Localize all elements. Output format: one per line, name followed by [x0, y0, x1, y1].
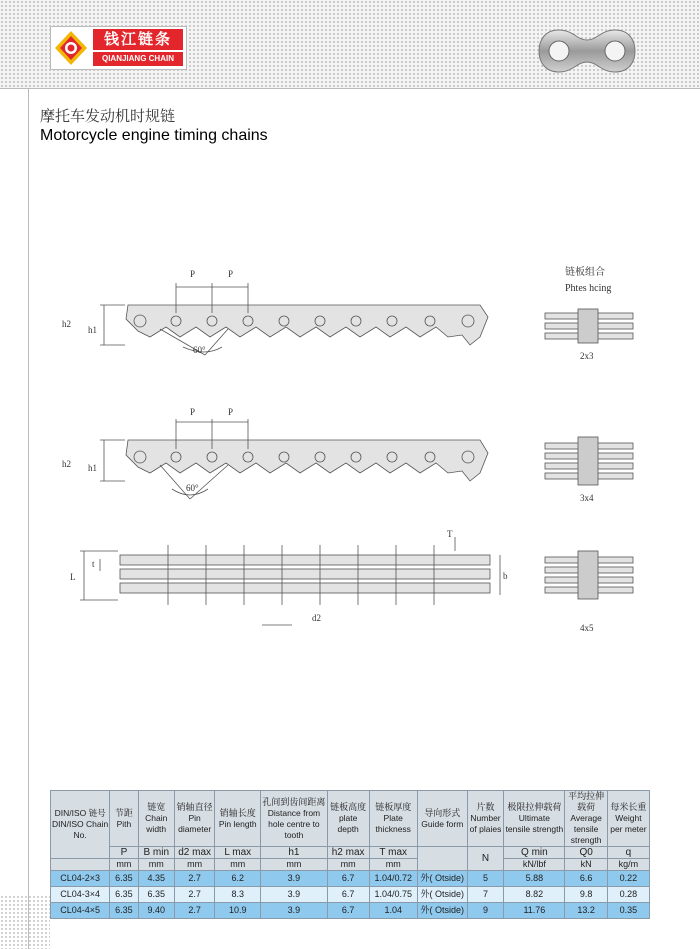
cell: 0.35 [607, 903, 649, 919]
qj-logo-icon [53, 29, 89, 67]
header-ultimate-tensile: 极限拉伸载荷 Ultimate tensile strength [504, 791, 565, 847]
header-plate-depth: 链板高度 plate depth [327, 791, 369, 847]
cell: 6.35 [138, 887, 174, 903]
brand-logo [50, 26, 187, 70]
label-t: t [92, 559, 95, 569]
symbol-cell [417, 847, 467, 871]
brand-name-en: QIANJIANG CHAIN [93, 52, 183, 66]
label-L: L [70, 572, 76, 582]
label-d2: d2 [312, 613, 321, 623]
header-plate-thickness: 链板厚度 Plate thickness [369, 791, 417, 847]
unit-cell [51, 859, 110, 871]
cell: 外( Otside) [417, 903, 467, 919]
cell: 6.35 [110, 871, 138, 887]
page-title-en: Motorcycle engine timing chains [40, 127, 268, 144]
unit-cell: mm [110, 859, 138, 871]
cell: 2.7 [174, 871, 215, 887]
combo-3x4: 3x4 [580, 493, 594, 503]
cell: 2.7 [174, 887, 215, 903]
cell: CL04-3×4 [51, 887, 110, 903]
cell: 0.22 [607, 871, 649, 887]
unit-cell: mm [327, 859, 369, 871]
cell: 7 [467, 887, 504, 903]
chain-link-icon [537, 28, 637, 74]
cell: 6.35 [110, 903, 138, 919]
table-symbol-row [51, 847, 650, 859]
table-header-row [51, 791, 650, 847]
cell: 2.7 [174, 903, 215, 919]
cell: 6.2 [215, 871, 261, 887]
label-h1-1: h1 [88, 325, 97, 335]
cell: 4.35 [138, 871, 174, 887]
cell: 6.7 [327, 871, 369, 887]
unit-cell: kN/lbf [504, 859, 565, 871]
unit-cell: kN [565, 859, 607, 871]
cell: 3.9 [261, 887, 328, 903]
label-h2-2: h2 [62, 459, 71, 469]
cell: 6.7 [327, 887, 369, 903]
cell: CL04-2×3 [51, 871, 110, 887]
cell: 5.88 [504, 871, 565, 887]
header-chain-no: DIN/ISO 链号 DIN/ISO Chain No. [51, 791, 110, 859]
cell: 6.6 [565, 871, 607, 887]
table-row [51, 903, 650, 919]
header-average-tensile: 平均拉伸载荷 Average tensile strength [565, 791, 607, 847]
header-guide-form: 导向形式 Guide form [417, 791, 467, 847]
cell: 9 [467, 903, 504, 919]
header-pin-diameter: 销轴直径 Pin diameter [174, 791, 215, 847]
unit-cell: mm [215, 859, 261, 871]
unit-cell: mm [174, 859, 215, 871]
cell: 1.04/0.75 [369, 887, 417, 903]
table-units-row [51, 859, 650, 871]
cell: CL04-4×5 [51, 903, 110, 919]
symbol-cell: Q0 [565, 847, 607, 859]
combo-title-cn: 链板组合 [565, 267, 605, 278]
combo-title-en: Phtes hcing [565, 283, 612, 294]
header-chain-width: 链宽 Chain width [138, 791, 174, 847]
unit-cell: mm [261, 859, 328, 871]
symbol-cell: B min [138, 847, 174, 859]
chain-top-view [80, 537, 633, 625]
cell: 1.04/0.72 [369, 871, 417, 887]
symbol-cell: h1 [261, 847, 328, 859]
cell: 9.40 [138, 903, 174, 919]
label-angle-2: 60° [186, 483, 199, 493]
chain-profile-3x4 [100, 419, 633, 499]
combo-4x5: 4x5 [580, 623, 594, 633]
chain-profile-2x3 [100, 283, 633, 355]
symbol-cell: h2 max [327, 847, 369, 859]
header-band [0, 0, 700, 89]
label-h1-2: h1 [88, 463, 97, 473]
unit-cell: mm [138, 859, 174, 871]
table-row [51, 871, 650, 887]
header-distance: 孔间到齿间距离 Distance from hole centre to tooth [261, 791, 328, 847]
chain-technical-drawing [0, 255, 700, 645]
cell: 13.2 [565, 903, 607, 919]
cell: 11.76 [504, 903, 565, 919]
cell: 外( Otside) [417, 871, 467, 887]
page-title-cn: 摩托车发动机时规链 [40, 108, 176, 125]
cell: 6.7 [327, 903, 369, 919]
cell: 9.8 [565, 887, 607, 903]
unit-cell: kg/m [607, 859, 649, 871]
symbol-cell: N [467, 847, 504, 871]
cell: 0.28 [607, 887, 649, 903]
label-pitch-4: P [228, 407, 234, 417]
symbol-cell: P [110, 847, 138, 859]
cell: 6.35 [110, 887, 138, 903]
label-pitch-2: P [228, 269, 234, 279]
table-row [51, 887, 650, 903]
header-pin-length: 销轴长度 Pin length [215, 791, 261, 847]
label-pitch-3: P [190, 407, 196, 417]
cell: 5 [467, 871, 504, 887]
symbol-cell: q [607, 847, 649, 859]
cell: 外( Otside) [417, 887, 467, 903]
label-angle-1: 60° [193, 345, 206, 355]
header-number-plates: 片数 Number of plaies [467, 791, 504, 847]
footer-dot-pattern [0, 895, 50, 949]
label-pitch-1: P [190, 269, 196, 279]
header-pitch: 节距 Pith [110, 791, 138, 847]
combo-2x3: 2x3 [580, 351, 594, 361]
symbol-cell: L max [215, 847, 261, 859]
brand-name-cn: 钱江链条 [93, 29, 183, 50]
header-weight: 每米长重 Weight per meter [607, 791, 649, 847]
symbol-cell: T max [369, 847, 417, 859]
cell: 3.9 [261, 871, 328, 887]
cell: 8.82 [504, 887, 565, 903]
spec-table [50, 790, 650, 919]
label-b: b [503, 571, 508, 581]
symbol-cell: Q min [504, 847, 565, 859]
unit-cell: mm [369, 859, 417, 871]
cell: 8.3 [215, 887, 261, 903]
cell: 10.9 [215, 903, 261, 919]
label-h2-1: h2 [62, 319, 71, 329]
symbol-cell: d2 max [174, 847, 215, 859]
cell: 3.9 [261, 903, 328, 919]
label-T: T [447, 529, 453, 539]
cell: 1.04 [369, 903, 417, 919]
